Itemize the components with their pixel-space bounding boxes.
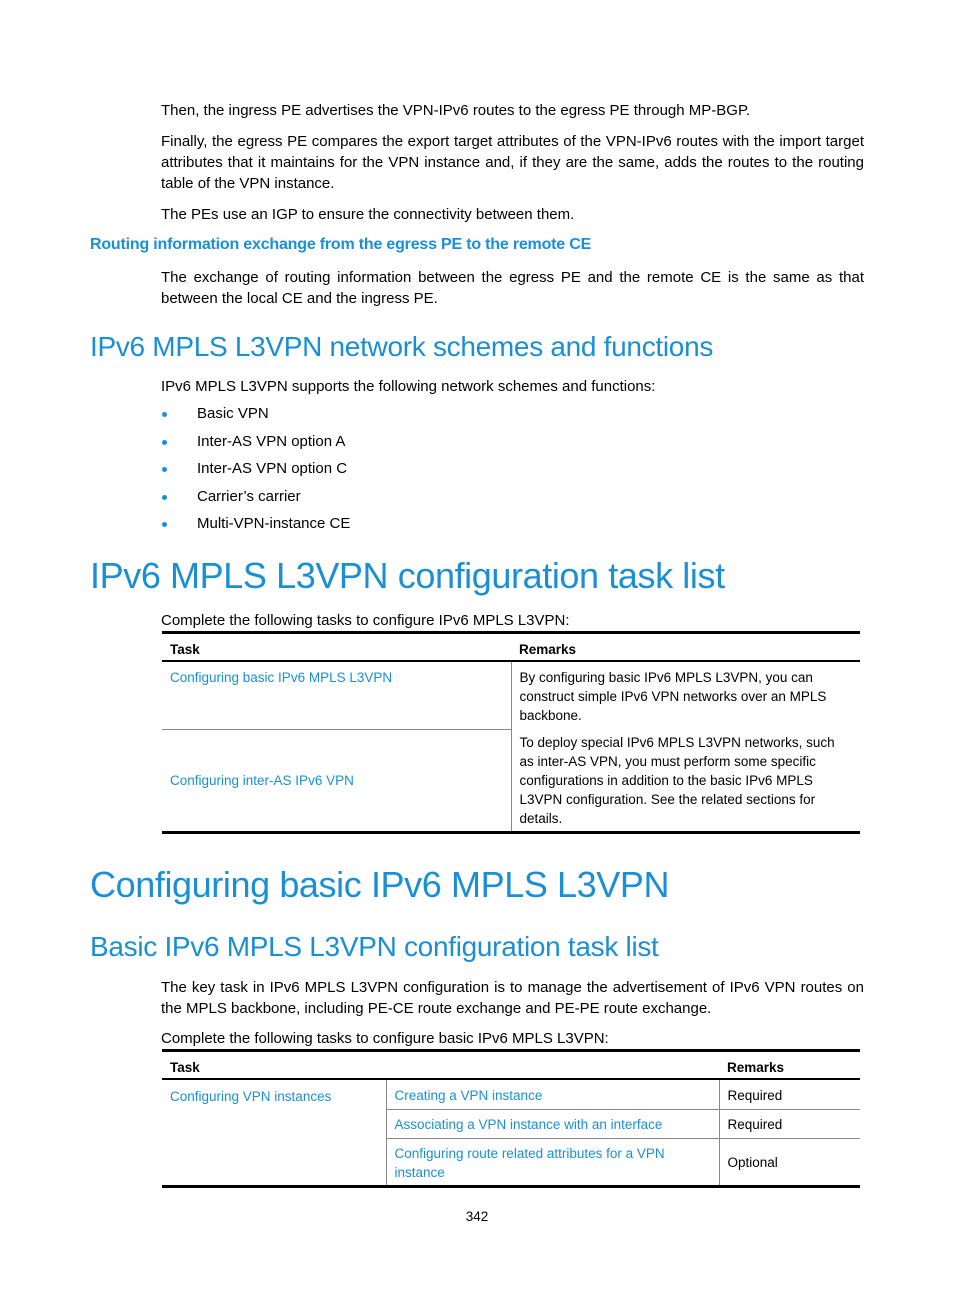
subtask-link[interactable]: Creating a VPN instance [394,1088,543,1103]
section-heading: IPv6 MPLS L3VPN network schemes and functions [90,331,714,362]
list-item: Basic VPN [161,404,350,432]
subtask-link[interactable]: Associating a VPN instance with an interface [394,1117,663,1132]
bullet-icon [162,522,167,527]
bullet-icon [162,467,167,472]
section-heading: Routing information exchange from the egress PE to the remote CE [90,236,592,253]
chapter-heading: IPv6 MPLS L3VPN configuration task list [90,555,725,596]
list-item: Multi-VPN-instance CE [161,514,350,542]
remarks-cell: Required [719,1110,860,1139]
column-header: Remarks [511,633,860,662]
remarks-cell: Optional [719,1139,860,1187]
basic-task-table [162,1049,860,1188]
bullet-icon [162,412,167,417]
subtask-link[interactable]: Configuring route related attributes for a VPN instance [394,1146,665,1180]
bullet-list [161,404,350,542]
bullet-icon [162,440,167,445]
paragraph: The PEs use an IGP to ensure the connectivity between them. [161,206,575,223]
remarks-cell: To deploy special IPv6 MPLS L3VPN networks, such as inter-AS VPN, you must perform some specific configurations in addition to the basic IPv6 MPLS L3VPN configuration. See the related sections for details. [511,729,860,833]
table-row [162,729,860,833]
section-heading: Basic IPv6 MPLS L3VPN configuration task list [90,931,659,962]
chapter-heading: Configuring basic IPv6 MPLS L3VPN [90,864,670,905]
page-number: 342 [465,1209,489,1224]
task-link[interactable]: Configuring basic IPv6 MPLS L3VPN [170,670,393,685]
paragraph: The key task in IPv6 MPLS L3VPN configuration is to manage the advertisement of IPv6 VPN routes on the MPLS backbone, including PE-CE route exchange and PE-PE route exchange. [161,979,864,1017]
list-item: Inter-AS VPN option C [161,459,350,487]
list-item: Inter-AS VPN option A [161,432,350,460]
list-item: Carrier’s carrier [161,487,350,515]
remarks-cell: Required [719,1079,860,1110]
table-row [162,1079,860,1110]
column-header: Task [162,1051,719,1080]
paragraph: IPv6 MPLS L3VPN supports the following network schemes and functions: [161,378,656,395]
task-link[interactable]: Configuring VPN instances [170,1089,332,1104]
paragraph: Complete the following tasks to configure basic IPv6 MPLS L3VPN: [161,1030,609,1047]
column-header: Task [162,633,511,662]
paragraph: Then, the ingress PE advertises the VPN-IPv6 routes to the egress PE through MP-BGP. [161,102,751,119]
column-header: Remarks [719,1051,860,1080]
table-row [162,661,860,729]
paragraph: The exchange of routing information between the egress PE and the remote CE is the same as that between the local CE and the ingress PE. [161,269,864,307]
remarks-cell: By configuring basic IPv6 MPLS L3VPN, you can construct simple IPv6 VPN networks over an MPLS backbone. [519,670,827,723]
paragraph: Finally, the egress PE compares the export target attributes of the VPN-IPv6 routes with the import target attributes that it maintains for the VPN instance and, if they are the same, adds the routes to the routing table of the VPN instance. [161,133,864,192]
task-link[interactable]: Configuring inter-AS IPv6 VPN [170,772,354,788]
task-table [162,631,860,834]
paragraph: Complete the following tasks to configure IPv6 MPLS L3VPN: [161,612,570,629]
bullet-icon [162,495,167,500]
